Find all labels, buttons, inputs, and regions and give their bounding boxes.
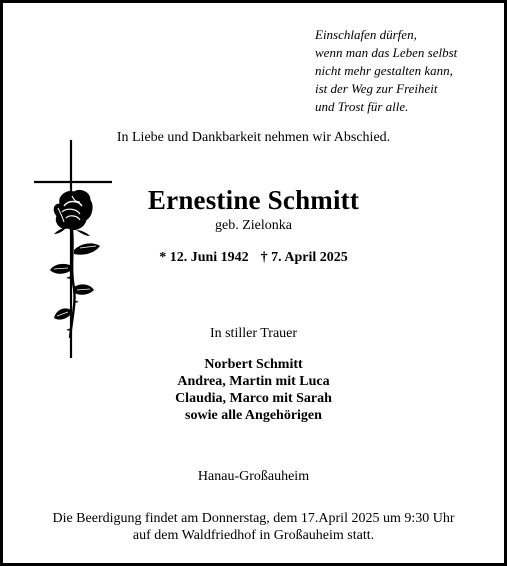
funeral-notice [0,510,507,544]
funeral-line: auf dem Waldfriedhof in Großauheim statt. [132,528,375,543]
family-member: Claudia, Marco mit Sarah [175,391,332,406]
poem-line: nicht mehr gestalten kann, [315,63,453,78]
poem-line: Einschlafen dürfen, [315,27,417,42]
poem [315,26,457,116]
poem-line: ist der Weg zur Freiheit [315,81,438,96]
poem-line: wenn man das Leben selbst [315,45,458,60]
life-dates [0,250,507,266]
farewell-intro: In Liebe und Dankbarkeit nehmen wir Abschied. [116,130,391,145]
maiden-name: geb. Zielonka [215,218,292,233]
poem-line: und Trost für alle. [315,99,409,114]
family-member: sowie alle Angehörigen [185,408,322,423]
birth-date: * 12. Juni 1942 [159,250,249,265]
family-member: Andrea, Martin mit Luca [177,374,330,389]
place-name: Hanau-Großauheim [197,469,310,484]
deceased-name: Ernestine Schmitt [147,185,360,215]
funeral-line: Die Beerdigung findet am Donnerstag, dem 17.April 2025 um 9:30 Uhr [52,511,455,526]
family-list [0,356,507,424]
mourning-line: In stiller Trauer [209,326,298,341]
family-member: Norbert Schmitt [204,357,303,372]
death-date: † 7. April 2025 [260,250,348,265]
